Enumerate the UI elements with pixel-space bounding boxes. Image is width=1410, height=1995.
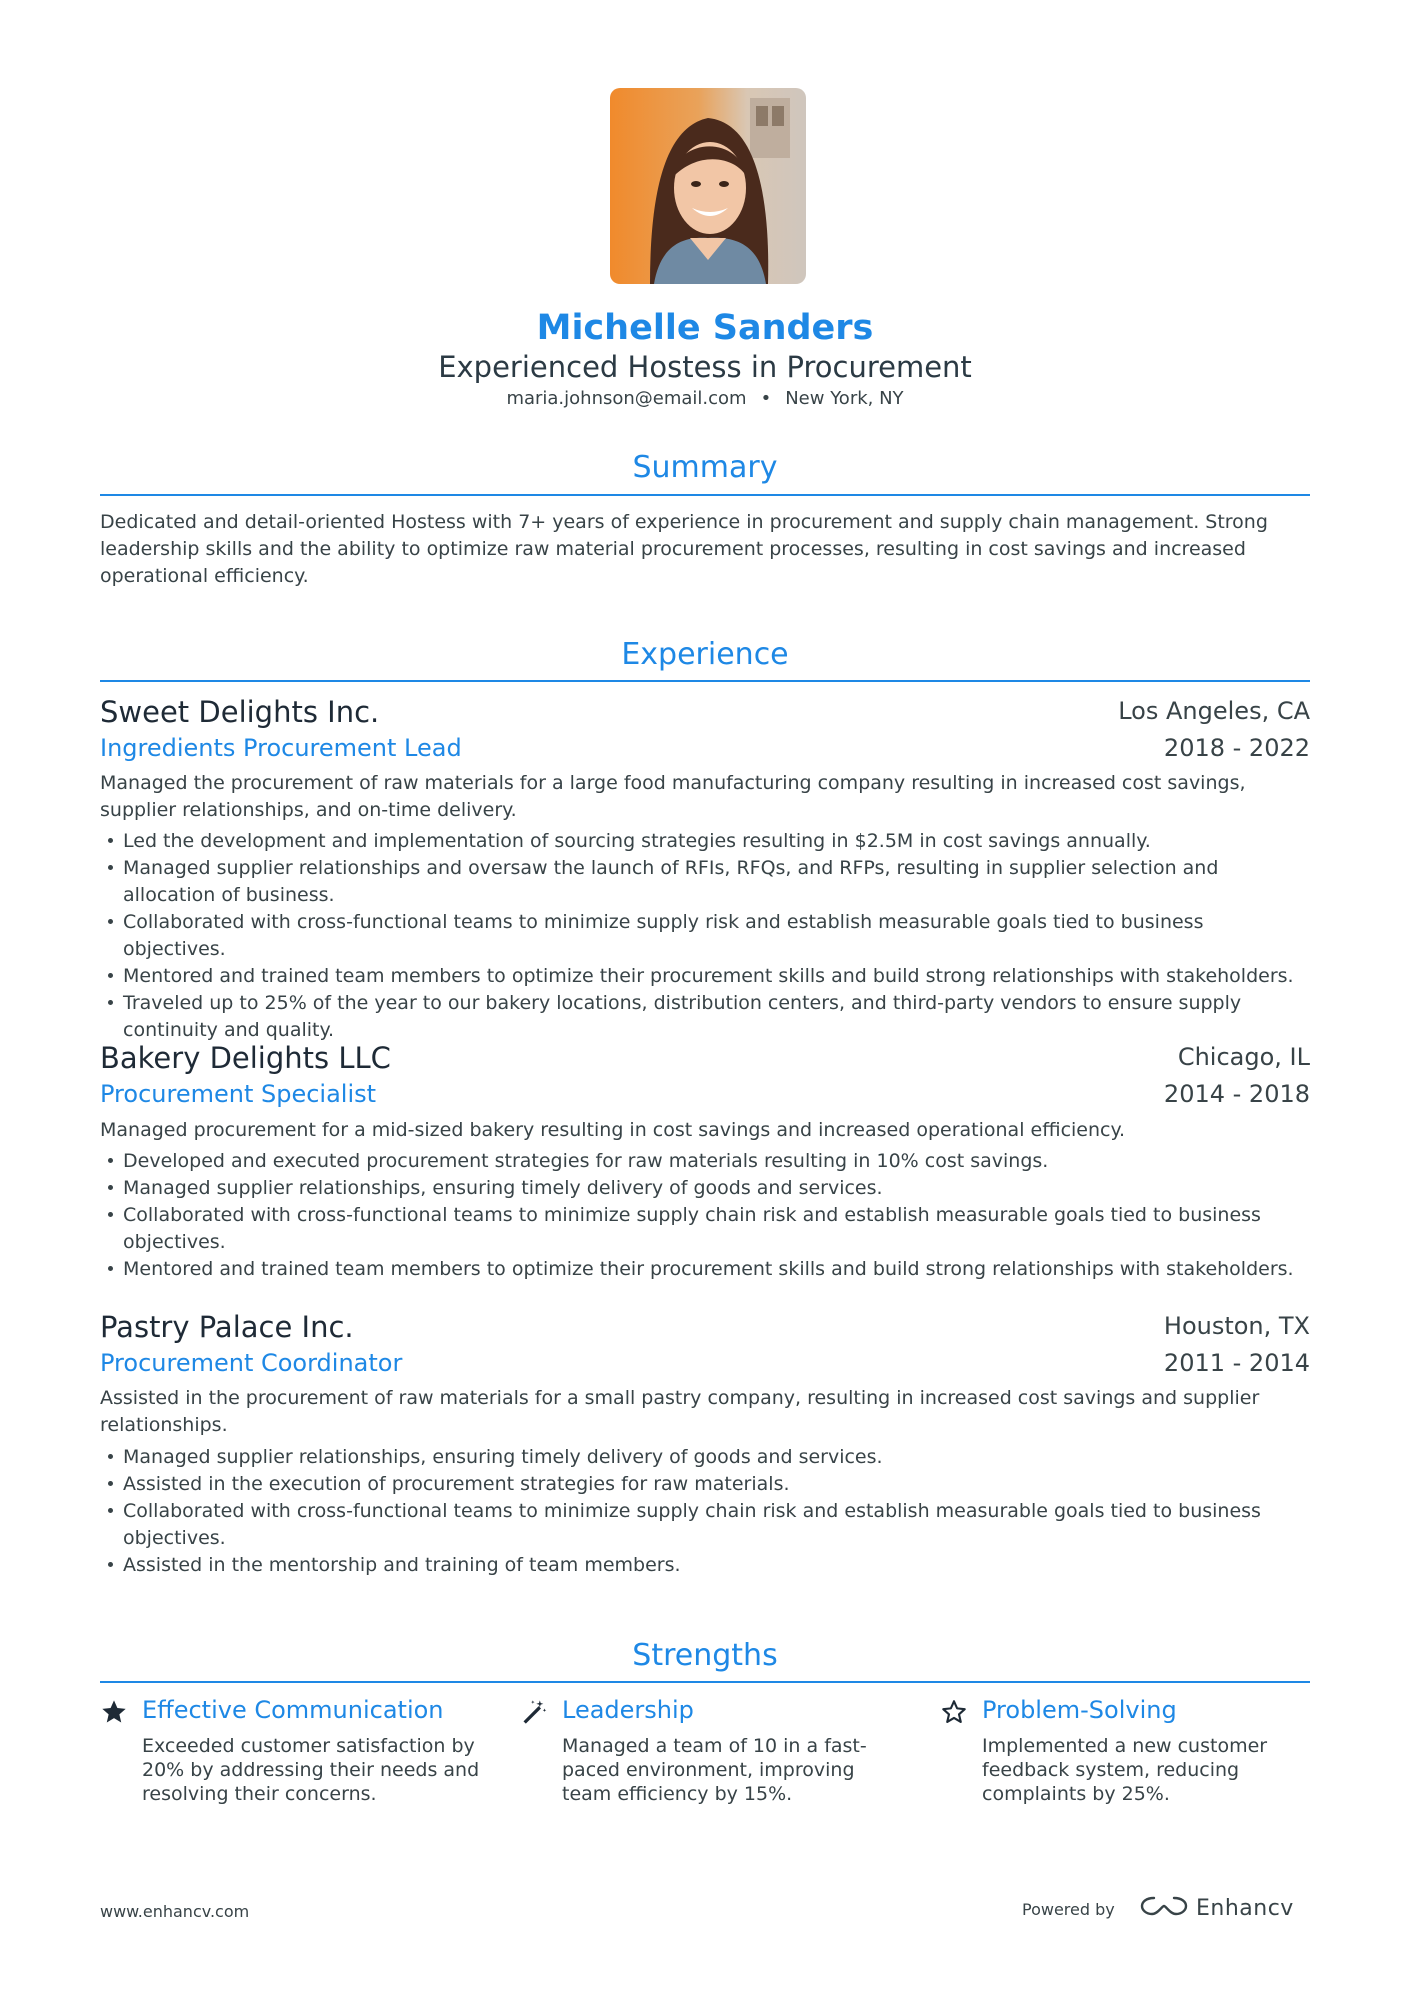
footer-url[interactable]: www.enhancv.com bbox=[100, 1902, 250, 1921]
list-item: Collaborated with cross-functional teams to minimize supply chain risk and establish measurable goals tied to business objectives. bbox=[100, 1202, 1310, 1256]
list-item: Assisted in the execution of procurement strategies for raw materials. bbox=[100, 1471, 1310, 1498]
strengths-divider bbox=[100, 1681, 1310, 1683]
job-role: Procurement Specialist bbox=[100, 1080, 377, 1108]
summary-divider bbox=[100, 494, 1310, 496]
summary-text: Dedicated and detail-oriented Hostess with 7+ years of experience in procurement and supply chain management. Strong leadership skills and the ability to optimize raw material procurement processes, resulting in cost savings and increased operational efficiency. bbox=[100, 511, 1268, 587]
list-item: Collaborated with cross-functional teams to minimize supply risk and establish measurable goals tied to business objectives. bbox=[100, 909, 1310, 963]
strength-title: Effective Communication bbox=[142, 1696, 444, 1724]
contact-info bbox=[0, 388, 1410, 409]
job-company: Pastry Palace Inc. bbox=[100, 1310, 354, 1344]
strength-description: Managed a team of 10 in a fast-paced environment, improving team efficiency by 15%. bbox=[562, 1735, 867, 1805]
list-item: Collaborated with cross-functional teams to minimize supply chain risk and establish measurable goals tied to business objectives. bbox=[100, 1498, 1310, 1552]
summary-heading: Summary bbox=[632, 450, 778, 485]
profile-photo bbox=[610, 88, 806, 284]
location-text: New York, NY bbox=[785, 388, 904, 409]
job-company: Bakery Delights LLC bbox=[100, 1041, 391, 1075]
candidate-headline: Experienced Hostess in Procurement bbox=[438, 350, 972, 384]
job-company: Sweet Delights Inc. bbox=[100, 695, 380, 729]
job-location: Los Angeles, CA bbox=[1118, 697, 1310, 725]
powered-by-label: Powered by bbox=[1022, 1900, 1115, 1919]
strength-item bbox=[100, 1696, 490, 1806]
job-dates: 2018 - 2022 bbox=[1163, 734, 1310, 762]
list-item: Managed supplier relationships, ensuring timely delivery of goods and services. bbox=[100, 1175, 1310, 1202]
email-text[interactable]: maria.johnson@email.com bbox=[506, 388, 747, 409]
job-location: Houston, TX bbox=[1163, 1312, 1310, 1340]
job-role: Procurement Coordinator bbox=[100, 1349, 403, 1377]
candidate-name: Michelle Sanders bbox=[536, 308, 874, 348]
list-item: Assisted in the mentorship and training of team members. bbox=[100, 1552, 1310, 1579]
job-role: Ingredients Procurement Lead bbox=[100, 734, 462, 762]
strength-description: Exceeded customer satisfaction by 20% by addressing their needs and resolving their concerns. bbox=[142, 1735, 480, 1805]
contact-separator: • bbox=[760, 388, 772, 409]
list-item: Developed and executed procurement strategies for raw materials resulting in 10% cost savings. bbox=[100, 1148, 1310, 1175]
list-item: Managed supplier relationships and oversaw the launch of RFIs, RFQs, and RFPs, resulting in supplier selection and allocation of business. bbox=[100, 855, 1310, 909]
list-item: Mentored and trained team members to optimize their procurement skills and build strong relationships with stakeholders. bbox=[100, 963, 1310, 990]
strength-title: Problem-Solving bbox=[982, 1696, 1177, 1724]
experience-divider bbox=[100, 680, 1310, 682]
job-bullets bbox=[100, 1148, 1310, 1283]
experience-heading: Experience bbox=[621, 637, 789, 672]
list-item: Traveled up to 25% of the year to our bakery locations, distribution centers, and third-party vendors to ensure supply continuity and quality. bbox=[100, 990, 1310, 1044]
brand-logo[interactable] bbox=[1140, 1888, 1294, 1928]
job-description: Managed the procurement of raw materials for a large food manufacturing company resulting in increased cost savings, supplier relationships, and on-time delivery. bbox=[100, 772, 1246, 821]
brand-name: Enhancv bbox=[1196, 1895, 1294, 1921]
strengths-heading: Strengths bbox=[632, 1638, 778, 1673]
list-item: Led the development and implementation of sourcing strategies resulting in $2.5M in cost savings annually. bbox=[100, 828, 1310, 855]
profile-photo-image bbox=[610, 88, 806, 284]
list-item: Managed supplier relationships, ensuring timely delivery of goods and services. bbox=[100, 1444, 1310, 1471]
job-bullets bbox=[100, 828, 1310, 1044]
job-description: Assisted in the procurement of raw materials for a small pastry company, resulting in increased cost savings and supplier relationships. bbox=[100, 1387, 1260, 1436]
job-dates: 2014 - 2018 bbox=[1163, 1080, 1310, 1108]
job-description: Managed procurement for a mid-sized bakery resulting in cost savings and increased operational efficiency. bbox=[100, 1119, 1126, 1141]
job-bullets bbox=[100, 1444, 1310, 1579]
list-item: Mentored and trained team members to optimize their procurement skills and build strong relationships with stakeholders. bbox=[100, 1256, 1310, 1283]
strength-title: Leadership bbox=[562, 1696, 694, 1724]
strength-item bbox=[520, 1696, 910, 1806]
strength-item bbox=[940, 1696, 1330, 1806]
strength-description: Implemented a new customer feedback system, reducing complaints by 25%. bbox=[982, 1735, 1268, 1805]
enhancv-logo-icon bbox=[1140, 1894, 1188, 1922]
job-location: Chicago, IL bbox=[1177, 1043, 1310, 1071]
star-filled-icon bbox=[100, 1698, 128, 1726]
magic-wand-icon bbox=[520, 1698, 548, 1726]
star-outline-icon bbox=[940, 1698, 968, 1726]
job-dates: 2011 - 2014 bbox=[1163, 1349, 1310, 1377]
